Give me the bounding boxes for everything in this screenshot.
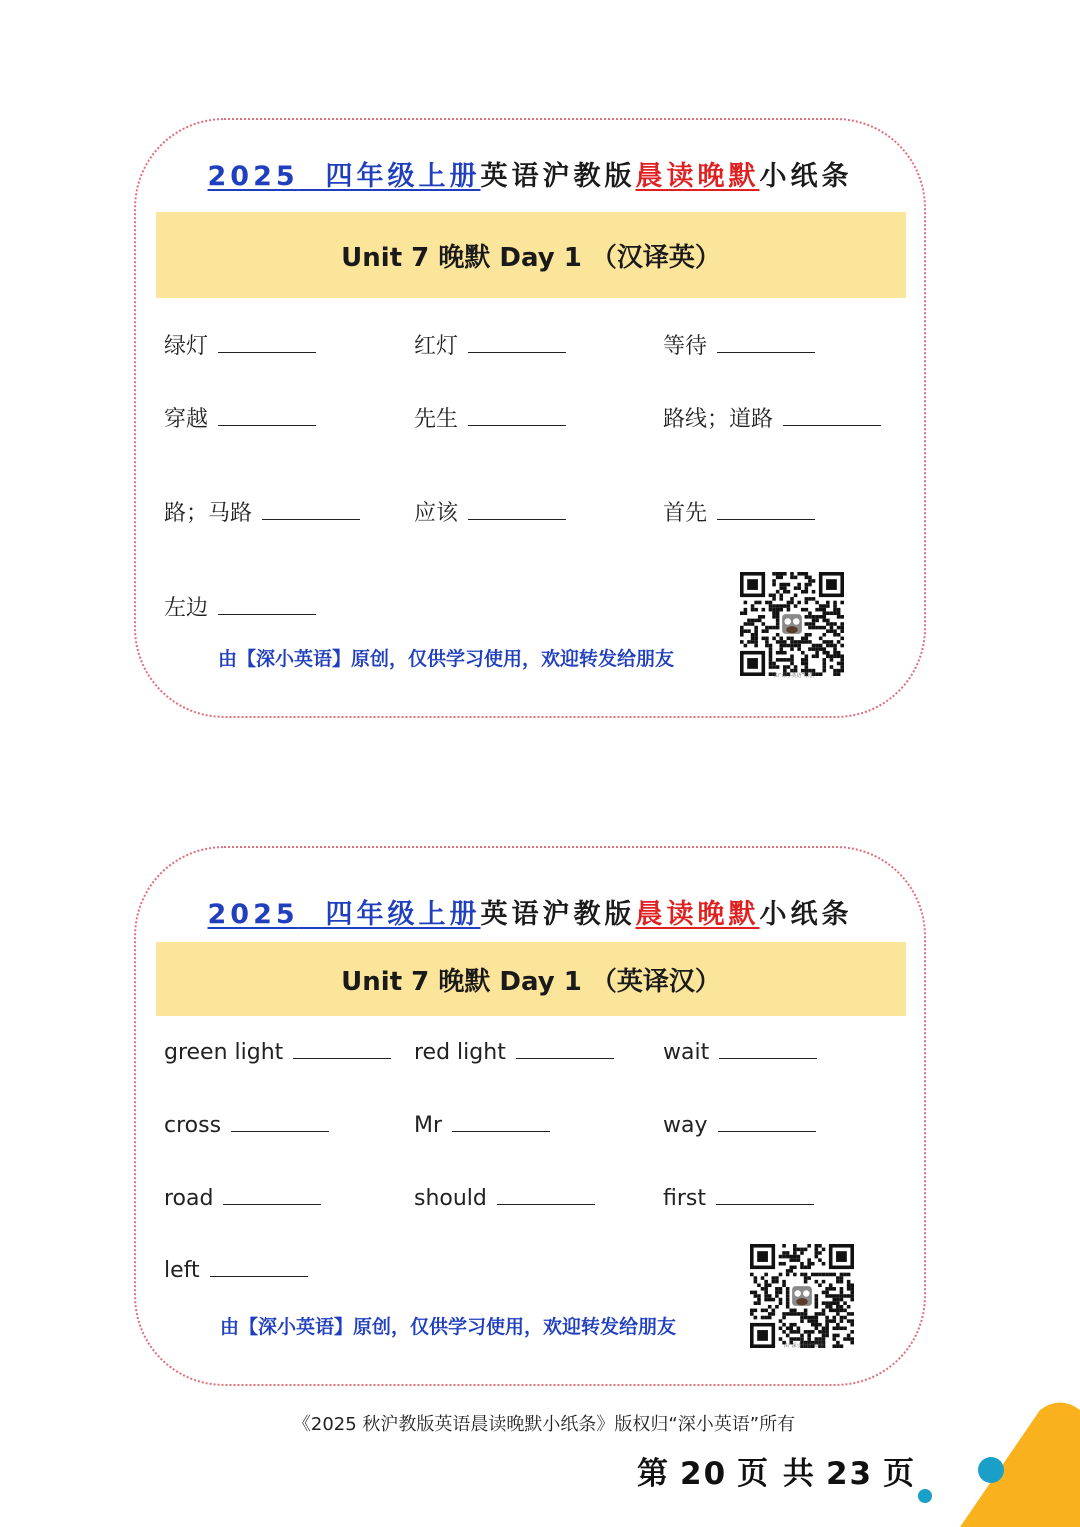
vocab-item: 路线；道路 — [663, 405, 881, 435]
answer-blank — [231, 1112, 329, 1132]
answer-blank — [452, 1112, 550, 1132]
copyright-notice: 《2025 秋沪教版英语晨读晚默小纸条》版权归“深小英语”所有 — [292, 1414, 796, 1435]
credit-line: 由【深小英语】原创，仅供学习使用，欢迎转发给朋友 — [218, 648, 675, 670]
answer-blank — [218, 406, 316, 426]
answer-blank — [468, 333, 566, 353]
qr-code-icon — [740, 572, 844, 676]
card-title — [136, 892, 924, 931]
vocab-item: Mr — [414, 1111, 550, 1141]
answer-blank — [717, 500, 815, 520]
answer-blank — [293, 1039, 391, 1059]
vocab-item: way — [663, 1111, 816, 1141]
vocab-item: first — [663, 1184, 814, 1214]
answer-blank — [497, 1185, 595, 1205]
vocab-item: 左边 — [164, 594, 316, 624]
card-title — [136, 154, 924, 193]
vocab-item: 先生 — [414, 405, 566, 435]
vocab-item: 路；马路 — [164, 499, 360, 529]
page-number: 第 20 页 共 23 页 — [637, 1456, 917, 1492]
vocab-item: 红灯 — [414, 332, 566, 362]
title-subject: 英语沪教版 — [480, 899, 636, 930]
answer-blank — [468, 500, 566, 520]
answer-blank — [262, 500, 360, 520]
owl-avatar-icon — [791, 1285, 813, 1307]
answer-blank — [719, 1039, 817, 1059]
title-suffix: 小纸条 — [759, 899, 853, 930]
answer-blank — [718, 1112, 816, 1132]
unit-heading-band: Unit 7 晚默 Day 1 （汉译英） — [156, 212, 906, 298]
title-subject: 英语沪教版 — [480, 161, 636, 192]
vocab-item: 应该 — [414, 499, 566, 529]
vocab-item: road — [164, 1184, 321, 1214]
answer-blank — [468, 406, 566, 426]
vocab-item: should — [414, 1184, 595, 1214]
title-mode: 晨读晚默 — [635, 161, 760, 192]
title-year: 2025 — [207, 899, 299, 930]
qr-code-icon — [750, 1244, 854, 1348]
vocab-item: left — [164, 1256, 308, 1286]
credit-line: 由【深小英语】原创，仅供学习使用，欢迎转发给朋友 — [220, 1316, 677, 1338]
answer-blank — [218, 333, 316, 353]
answer-blank — [716, 1185, 814, 1205]
vocab-item: cross — [164, 1111, 329, 1141]
owl-avatar-icon — [781, 613, 803, 635]
vocab-item: red light — [414, 1038, 614, 1068]
vocab-item: 绿灯 — [164, 332, 316, 362]
title-grade: 四年级上册 — [325, 899, 481, 930]
title-year: 2025 — [207, 161, 299, 192]
answer-blank — [717, 333, 815, 353]
qr-caption: 由“深小英语”原创 — [784, 1343, 825, 1349]
unit-heading-band: Unit 7 晚默 Day 1 （英译汉） — [156, 942, 906, 1016]
answer-blank — [218, 595, 316, 615]
vocab-item: green light — [164, 1038, 391, 1068]
answer-blank — [223, 1185, 321, 1205]
vocab-item: wait — [663, 1038, 817, 1068]
vocab-item: 等待 — [663, 332, 815, 362]
answer-blank — [516, 1039, 614, 1059]
answer-blank — [783, 406, 881, 426]
corner-decoration — [900, 1400, 1080, 1527]
answer-blank — [210, 1257, 308, 1277]
vocab-card-chinese-to-english — [134, 118, 926, 718]
title-suffix: 小纸条 — [759, 161, 853, 192]
vocab-item: 穿越 — [164, 405, 316, 435]
qr-caption: 由“深小英语”原创 — [774, 673, 815, 679]
vocab-item: 首先 — [663, 499, 815, 529]
vocab-card-english-to-chinese — [134, 846, 926, 1386]
title-mode: 晨读晚默 — [635, 899, 760, 930]
title-grade: 四年级上册 — [325, 161, 481, 192]
